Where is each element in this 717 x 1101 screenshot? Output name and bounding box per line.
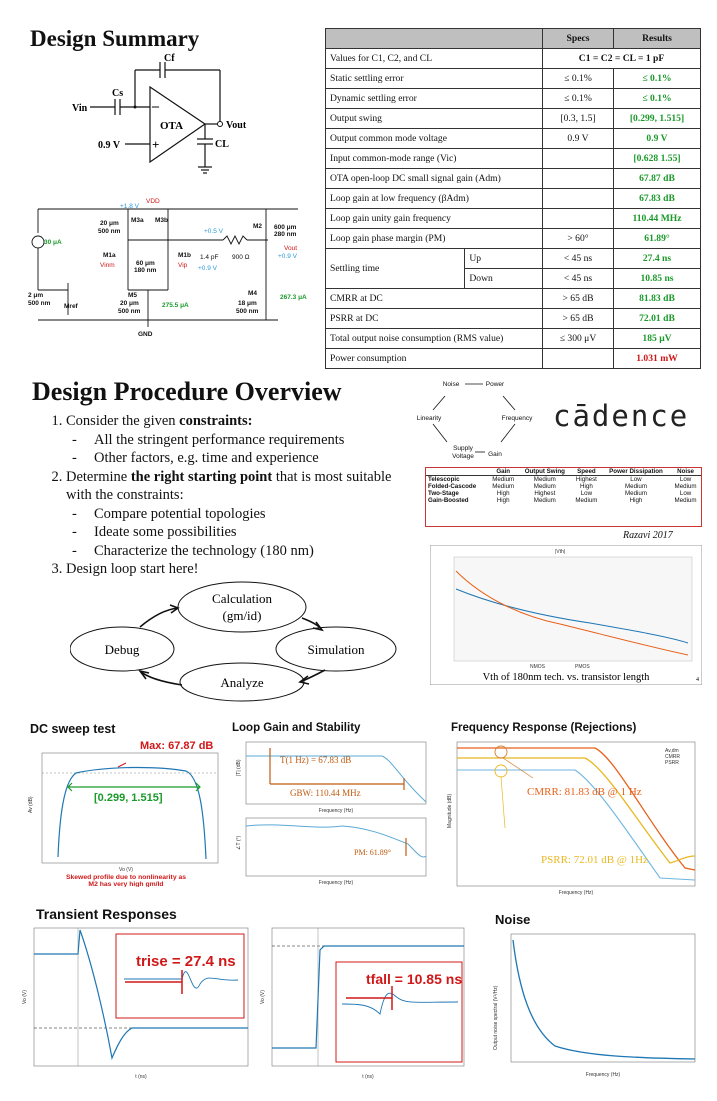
v05-label: +0.5 V [204,228,223,235]
specs-row-result: ≤ 0.1% [614,89,701,109]
comparison-header: Speed [577,468,596,475]
specs-row-result: C1 = C2 = CL = 1 pF [543,49,701,69]
specs-row-result: 27.4 ns [614,249,701,269]
comparison-cell: Low [580,490,593,497]
comparison-cell: Medium [533,483,556,490]
specs-row [326,69,701,89]
comparison-cell: High [496,497,510,504]
rise-ylabel: Vo (V) [22,990,28,1004]
specs-row-name: Loop gain unity gain frequency [326,209,543,229]
design-loop-diagram [70,578,410,702]
loop-calc-label-1: Calculation [212,591,272,606]
vout-label: Vout [226,120,247,131]
dc-sweep-title: DC sweep test [30,722,116,736]
t1-label: T(1 Hz) = 67.83 dB [280,755,352,765]
step-2b: - Ideate some possibilities [94,523,406,542]
specs-row-result: 10.85 ns [614,269,701,289]
procedure-list [40,412,406,579]
i30-label: 30 μA [44,239,62,246]
comparison-cell: High [580,483,593,490]
specs-row [326,329,701,349]
specs-row-name: Settling time [326,249,465,289]
specs-row [326,349,701,369]
psrr-label: PSRR: 72.01 dB @ 1Hz [541,854,649,866]
cc-label: 1.4 pF [200,254,219,261]
tradeoff-power: Power [485,381,505,388]
procedure-title: Design Procedure Overview [32,377,342,406]
specs-row-spec: < 45 ns [543,249,614,269]
w20a-label: 20 μm [100,220,119,227]
noise-plot [485,930,700,1085]
specs-row [326,309,701,329]
step-2c: - Characterize the technology (180 nm) [94,542,406,561]
i2673-label: 267.3 μA [280,294,307,301]
specs-row-name: Static settling error [326,69,543,89]
comparison-cell: Medium [533,497,556,504]
specs-row-result: ≤ 0.1% [614,69,701,89]
specs-row-result: 72.01 dB [614,309,701,329]
freq-resp-title: Frequency Response (Rejections) [451,722,637,734]
vth-legend-pmos: PMOS [575,664,590,670]
fall-ylabel: Vo (V) [260,990,266,1004]
legend-psrr: PSRR [665,760,679,766]
specs-row [326,209,701,229]
svg-text:+: + [152,137,160,152]
noise-title: Noise [495,912,531,927]
tradeoff-linearity: Linearity [416,415,442,422]
mref-label: Mref [64,303,78,310]
dc-note-1: Skewed profile due to nonlinearity as [65,874,187,881]
dc-note-2: M2 has very high gm/Id [88,881,164,887]
specs-table [325,28,701,369]
specs-row-result: 185 μV [614,329,701,349]
legend-av: Av,dm [665,748,679,754]
comparison-cell: Highest [534,490,556,497]
l500b-label: 500 nm [28,300,51,307]
specs-row-name: OTA open-loop DC small signal gain (Adm) [326,169,543,189]
legend-cmrr: CMRR [665,754,680,760]
specs-row-name: Loop gain phase margin (PM) [326,229,543,249]
w18-label: 18 μm [238,300,257,307]
specs-row-spec: ≤ 0.1% [543,89,614,109]
comparison-cell: Low [630,476,642,483]
comparison-header: Noise [677,468,694,475]
loop-gain-plot [232,738,432,888]
v09b-label: +0.9 V [278,253,297,260]
dc-max-label: Max: 67.87 dB [140,740,214,752]
loop-debug-label: Debug [104,642,140,657]
comparison-cell: Gain-Boosted [428,497,469,504]
loop-ylabel-2: ∠T (°) [236,835,242,850]
l280-label: 280 nm [274,231,297,238]
w20b-label: 20 μm [120,300,139,307]
vth-caption: Vth of 180nm tech. vs. transistor length [482,672,650,683]
vdd-label: VDD [146,198,160,205]
specs-row-result: [0.628 1.55] [614,149,701,169]
m1b-label: M1b [178,252,191,259]
vip-label: Vip [178,262,188,269]
specs-row-spec [543,189,614,209]
vcm-label: 0.9 V [98,140,121,151]
cl-label: CL [215,139,229,150]
specs-row [326,229,701,249]
comparison-cell: Medium [674,483,697,490]
loop-xlabel-1: Frequency (Hz) [318,808,354,814]
specs-row [326,169,701,189]
w60-label: 60 μm [136,260,155,267]
specs-row-name: PSRR at DC [326,309,543,329]
freq-xlabel: Frequency (Hz) [558,890,594,896]
specs-row-spec [543,209,614,229]
m3b-label: M3b [155,217,168,224]
comparison-row [426,483,701,490]
comparison-cell: Telescopic [428,476,460,483]
specs-row [326,49,701,69]
svg-text:–: – [152,99,159,114]
dc-sweep-plot [28,735,228,887]
l500d-label: 500 nm [236,308,259,315]
specs-row-result: [0.299, 1.515] [614,109,701,129]
ota-block-diagram [70,52,260,187]
m2-label: M2 [253,223,263,230]
w600-label: 600 μm [274,224,297,231]
step-1a: - All the stringent performance requirements [94,431,406,450]
razavi-citation: Razavi 2017 [623,530,673,541]
m1a-label: M1a [103,252,116,259]
vin-label: Vin [72,103,88,114]
vth-plot [430,545,702,685]
specs-row-name: Values for C1, C2, and CL [326,49,543,69]
freq-resp-plot [445,738,700,898]
l500c-label: 500 nm [118,308,141,315]
step-1: 1. Consider the given constraints: - All the stringent performance requirements - Other factors, e.g. time and experience [66,412,406,468]
vinm-label: Vinm [100,262,115,269]
ota-label: OTA [160,120,184,132]
specs-row-result: 67.87 dB [614,169,701,189]
cs-label: Cs [112,88,124,99]
comparison-cell: Low [679,476,692,483]
v09a-label: +0.9 V [198,265,217,272]
specs-row-name: Input common-mode range (Vic) [326,149,543,169]
specs-body [326,49,701,369]
m4-label: M4 [248,290,258,297]
tradeoff-supply-2: Voltage [452,453,474,460]
comparison-cell: Two-Stage [428,490,459,497]
comparison-cell: Medium [492,476,515,483]
comparison-cell: Medium [575,497,598,504]
specs-row-name: Dynamic settling error [326,89,543,109]
pm-label: PM: 61.89° [354,848,391,857]
specs-row-result: 110.44 MHz [614,209,701,229]
fall-xlabel: t (ns) [362,1074,374,1080]
specs-header-results: Results [614,29,701,49]
specs-row-name: CMRR at DC [326,289,543,309]
transient-title: Transient Responses [36,906,177,922]
tfall-label: tfall = 10.85 ns [366,971,463,987]
specs-row-spec: < 45 ns [543,269,614,289]
step-1b: - Other factors, e.g. time and experience [94,449,406,468]
l500a-label: 500 nm [98,228,121,235]
vth-legend-nmos: NMOS [530,664,545,670]
dc-range-label: [0.299, 1.515] [94,792,163,804]
freq-ylabel: Magnitude (dB) [447,793,453,828]
m3a-label: M3a [131,217,144,224]
cf-label: Cf [164,53,175,64]
trise-label: trise = 27.4 ns [136,953,236,970]
rise-xlabel: t (ns) [135,1074,147,1080]
tradeoff-diagram [415,374,550,464]
specs-header-specs: Specs [543,29,614,49]
comparison-header [426,468,488,476]
comparison-cell: Medium [492,483,515,490]
specs-row [326,149,701,169]
dc-xlabel: Vo (V) [119,867,133,873]
dc-ylabel: Av (dB) [28,796,34,813]
comparison-row [426,476,701,484]
comparison-cell: Medium [624,483,647,490]
comparison-cell: High [629,497,643,504]
tradeoff-supply-1: Supply [453,445,473,452]
specs-row [326,249,701,269]
tradeoff-gain: Gain [488,451,502,458]
i2755-label: 275.5 μA [162,302,189,309]
design-summary-title: Design Summary [30,26,200,51]
specs-row-result: 0.9 V [614,129,701,149]
tradeoff-frequency: Frequency [501,415,533,422]
comparison-cell: Highest [575,476,597,483]
page-mark: 4 [696,677,699,683]
comparison-cell: Medium [624,490,647,497]
comparison-row [426,497,701,504]
specs-row-result: 1.031 mW [614,349,701,369]
specs-row-spec [543,169,614,189]
loop-xlabel-2: Frequency (Hz) [318,880,354,886]
noise-xlabel: Frequency (Hz) [585,1072,621,1078]
specs-row-spec [543,349,614,369]
tradeoff-noise: Noise [442,381,460,388]
transistor-schematic [28,195,318,340]
noise-ylabel: Output noise spectral (V²/Hz) [493,985,499,1050]
transient-rise-plot [20,924,252,1084]
loop-ylabel-1: |T| (dB) [236,759,242,776]
step-2a: - Compare potential topologies [94,505,406,524]
comparison-row [426,490,701,497]
loop-gain-title: Loop Gain and Stability [232,722,361,734]
step-3: 3. Design loop start here! [66,560,406,579]
m5-label: M5 [128,292,138,299]
specs-row-name: Output swing [326,109,543,129]
l180-label: 180 nm [134,267,157,274]
step-2: 2. Determine the right starting point that is most suitable with the constraints: - Compare potential topologies - Ideate some possibilities - Characterize the technology (180 nm) [66,468,406,561]
comparison-cell: Medium [674,497,697,504]
specs-row-spec: > 60° [543,229,614,249]
specs-row-spec: ≤ 0.1% [543,69,614,89]
specs-row-result: 81.83 dB [614,289,701,309]
comparison-cell: High [496,490,510,497]
cmrr-label: CMRR: 81.83 dB @ 1 Hz [527,786,642,798]
specs-row [326,89,701,109]
loop-analyze-label: Analyze [220,675,264,690]
gnd-label: GND [138,331,153,338]
loop-sim-label: Simulation [307,642,365,657]
specs-row [326,129,701,149]
specs-row-spec [543,149,614,169]
specs-row-result: 67.83 dB [614,189,701,209]
specs-row-sub: Up [465,249,543,269]
specs-row-spec: ≤ 300 μV [543,329,614,349]
specs-row [326,109,701,129]
v18-label: +1.8 V [120,203,139,210]
specs-row-spec: > 65 dB [543,289,614,309]
rz-label: 900 Ω [232,254,250,261]
vout2-label: Vout [284,245,298,252]
specs-row [326,289,701,309]
transient-fall-plot [258,924,468,1084]
comparison-header: Gain [496,468,511,475]
comparison-cell: Low [679,490,692,497]
topology-comparison [425,467,702,527]
gbw-label: GBW: 110.44 MHz [290,788,361,798]
specs-row-name: Output common mode voltage [326,129,543,149]
specs-row-spec: 0.9 V [543,129,614,149]
comparison-cell: Medium [533,476,556,483]
comparison-header: Output Swing [524,468,565,475]
specs-row-spec: > 65 dB [543,309,614,329]
specs-header-blank [326,29,543,49]
specs-row [326,189,701,209]
specs-row-name: Total output noise consumption (RMS value) [326,329,543,349]
specs-row-name: Loop gain at low frequency (βAdm) [326,189,543,209]
specs-row-name: Power consumption [326,349,543,369]
w2-label: 2 μm [28,292,44,299]
comparison-header: Power Dissipation [609,468,663,475]
comparison-cell: Folded-Cascode [428,483,477,490]
specs-row-spec: [0.3, 1.5] [543,109,614,129]
specs-row-result: 61.89° [614,229,701,249]
loop-calc-label-2: (gm/id) [222,608,262,623]
cadence-logo: cādence [553,399,690,433]
specs-row-sub: Down [465,269,543,289]
vth-title: |Vth| [554,549,566,555]
